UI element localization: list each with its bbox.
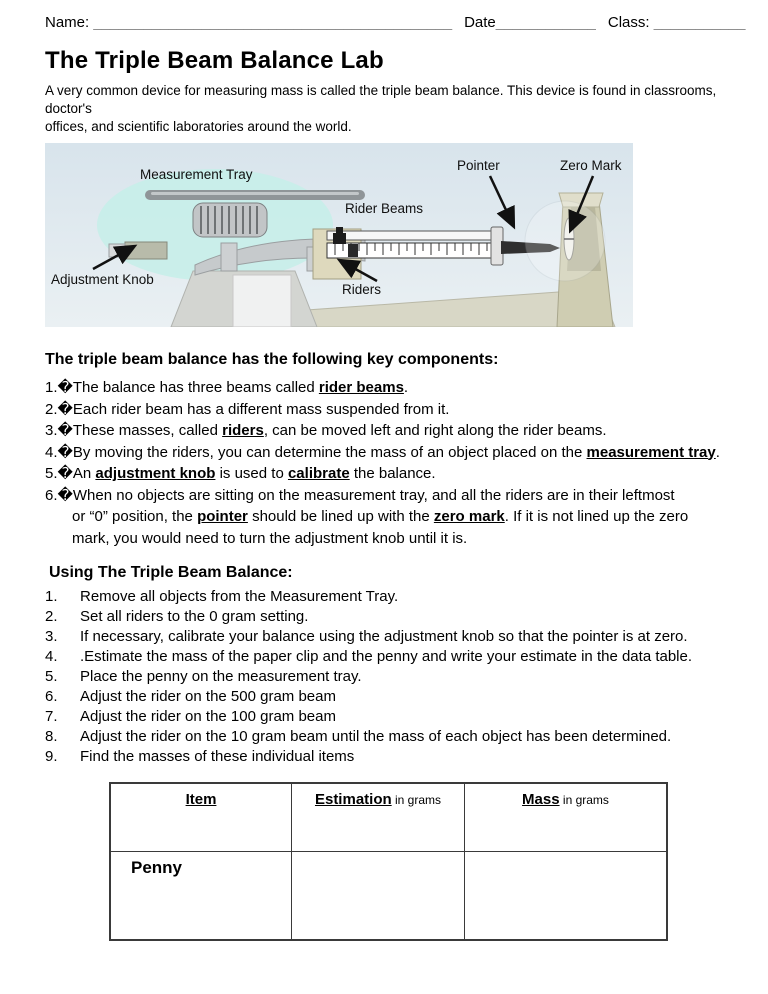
estimation-header-suffix: in grams — [391, 793, 442, 807]
figure-label-zero-mark: Zero Mark — [560, 158, 622, 173]
usage-step — [45, 747, 740, 767]
rider-weight — [333, 233, 346, 244]
date-blank-line: ____________ — [495, 14, 596, 31]
name-field — [45, 14, 452, 31]
component-item-5: 5.�An adjustment knob is used to calibrate the balance. — [45, 465, 436, 482]
pedestal-cylinder — [233, 275, 291, 327]
step-number: 6. — [45, 688, 58, 705]
mass-header-suffix: in grams — [559, 793, 609, 807]
balance-figure — [45, 143, 633, 327]
rider-weight-2 — [348, 244, 358, 257]
magnifier-circle — [525, 201, 605, 281]
component-item-3: 3.�These masses, called riders, can be moved left and right along the rider beams. — [45, 422, 607, 439]
step-text: Adjust the rider on the 100 gram beam — [80, 708, 336, 725]
step-text: Adjust the rider on the 10 gram beam until the mass of each object has been determined. — [80, 728, 672, 745]
item-cell: Penny — [110, 852, 292, 941]
intro-paragraph — [45, 82, 740, 136]
component-item-4: 4.�By moving the riders, you can determine the mass of an object placed on the measurement tray. — [45, 443, 720, 461]
name-date-class-header — [45, 14, 746, 31]
figure-label-riders: Riders — [342, 282, 382, 297]
usage-step — [45, 607, 740, 627]
step-number: 9. — [45, 748, 58, 765]
step-text: Adjust the rider on the 500 gram beam — [80, 688, 336, 705]
components-list — [45, 377, 740, 549]
usage-step — [45, 707, 740, 727]
usage-step — [45, 587, 740, 607]
step-text: Place the penny on the measurement tray. — [80, 668, 362, 685]
front-stem — [221, 243, 237, 271]
intro-line-1: A very common device for measuring mass is called the triple beam balance. This device is found in classrooms, doctor's — [45, 83, 717, 116]
date-label: Date — [464, 14, 496, 31]
usage-step — [45, 667, 740, 687]
usage-step — [45, 687, 740, 707]
class-blank-line: ___________ — [653, 14, 746, 31]
step-number: 4. — [45, 648, 58, 665]
header-cell-item — [110, 783, 292, 852]
component-item-2: 2.�Each rider beam has a different mass suspended from it. — [45, 400, 450, 418]
step-number: 8. — [45, 728, 58, 745]
header-cell-estimation — [292, 783, 465, 852]
mass-cell — [465, 852, 668, 941]
usage-step — [45, 727, 740, 747]
table-row — [110, 852, 667, 941]
component-item-6-cont-1: or “0” position, the pointer should be lined up with the zero mark. If it is not lined up the zero — [72, 508, 689, 525]
figure-label-adjustment-knob: Adjustment Knob — [51, 272, 154, 287]
rider-knob — [336, 227, 343, 234]
upper-beam — [327, 231, 493, 240]
tray-highlight — [151, 192, 359, 195]
date-field — [464, 14, 596, 31]
estimation-cell — [292, 852, 465, 941]
usage-steps-list — [45, 587, 740, 767]
usage-step — [45, 627, 740, 647]
component-item-6-cont-2: mark, you would need to turn the adjustment knob until it is. — [72, 529, 468, 547]
components-heading: The triple beam balance has the following key components: — [45, 351, 499, 368]
step-text: Find the masses of these individual items — [80, 748, 355, 765]
name-label: Name: — [45, 14, 94, 31]
figure-label-rider-beams: Rider Beams — [345, 201, 424, 216]
class-field — [608, 14, 746, 31]
item-header-label: Item — [185, 791, 217, 808]
name-blank-line: ___________________________________________ — [93, 14, 453, 31]
balance-illustration — [45, 143, 633, 327]
usage-step — [45, 647, 740, 667]
adjustment-knob-shape — [125, 242, 167, 259]
step-text: Set all riders to the 0 gram setting. — [80, 608, 309, 625]
step-text: Remove all objects from the Measurement Tray. — [80, 588, 399, 605]
page-title: The Triple Beam Balance Lab — [45, 47, 384, 74]
step-number: 1. — [45, 588, 58, 605]
step-number: 3. — [45, 628, 58, 645]
mass-header-label: Mass — [522, 791, 560, 808]
step-number: 7. — [45, 708, 58, 725]
component-item-6: 6.�When no objects are sitting on the measurement tray, and all the riders are in their leftmost — [45, 486, 675, 504]
step-number: 2. — [45, 608, 58, 625]
usage-heading: Using The Triple Beam Balance: — [49, 564, 293, 581]
estimation-header-label: Estimation — [314, 791, 392, 808]
figure-label-pointer: Pointer — [457, 158, 500, 173]
header-cell-mass — [465, 783, 668, 852]
data-table — [109, 782, 668, 941]
component-item-1: 1.�The balance has three beams called rider beams. — [45, 379, 409, 396]
intro-line-2: offices, and scientific laboratories around the world. — [45, 119, 352, 134]
table-header-row — [110, 783, 667, 852]
step-text: If necessary, calibrate your balance using the adjustment knob so that the pointer is at zero. — [80, 628, 688, 645]
class-label: Class: — [607, 14, 654, 31]
step-number: 5. — [45, 668, 58, 685]
step-text: .Estimate the mass of the paper clip and the penny and write your estimate in the data table. — [80, 648, 693, 665]
figure-label-measurement-tray: Measurement Tray — [140, 167, 253, 182]
